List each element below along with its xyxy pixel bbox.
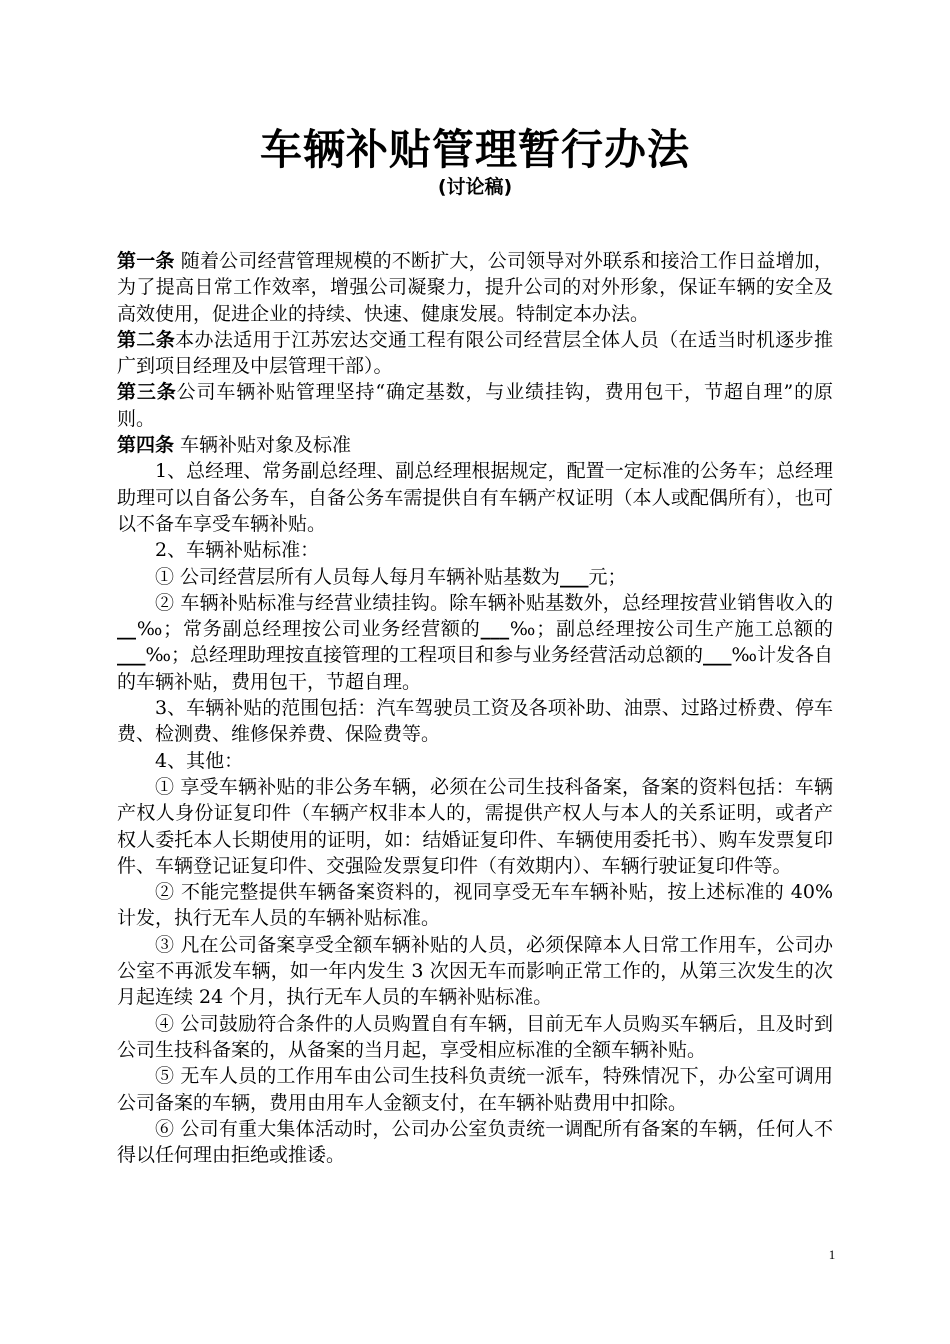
section-2-item-2 <box>117 590 833 695</box>
section-2-item-1-text-b: 元； <box>588 565 627 588</box>
section-2-item-2-text-5: ‰计发各自的车辆补贴，费用包干，节超自理。 <box>117 644 833 693</box>
section-2-item-1-text-a: ① 公司经营层所有人员每人每月车辆补贴基数为 <box>155 565 561 588</box>
document-title: 车辆补贴管理暂行办法 <box>259 125 690 174</box>
section-4-item-6: ⑥ 公司有重大集体活动时，公司办公室负责统一调配所有备案的车辆，任何人不得以任何理由拒绝或推诿。 <box>117 1117 833 1167</box>
article-1-label: 第一条 <box>117 250 175 272</box>
section-4-item-1: ① 享受车辆补贴的非公务车辆，必须在公司生技科备案，备案的资料包括：车辆产权人身份证复印件（车辆产权非本人的，需提供产权人与本人的关系证明，或者产权人委托本人长期使用的证明，如：结婚证复印件、车辆使用委托书）、购车发票复印件、车辆登记证复印件、交强险发票复印件（有效期内）、车辆行驶证复印件等。 <box>117 775 833 877</box>
document-subtitle: (讨论稿) <box>437 176 513 198</box>
document-body <box>117 248 833 1168</box>
fill-blank-vp-rate: ___ <box>117 644 146 667</box>
fill-blank-gm-rate: __ <box>117 618 136 641</box>
fill-blank-executive-vp-rate: ___ <box>480 618 510 641</box>
section-3: 3、车辆补贴的范围包括：汽车驾驶员工资及各项补助、油票、过路过桥费、停车费、检测费、维修保养费、保险费等。 <box>117 697 833 746</box>
section-2-item-2-text-2: ‰；常务副总经理按公司业务经营额的 <box>136 618 481 641</box>
article-1-text: 随着公司经营管理规模的不断扩大，公司领导对外联系和接洽工作日益增加，为了提高日常工作效率，增强公司凝聚力，提升公司的对外形象，保证车辆的安全及高效使用，促进企业的持续、快速、健康发展。特制定本办法。 <box>117 250 833 325</box>
fill-blank-assistant-rate: ___ <box>703 644 732 667</box>
article-3-label: 第三条 <box>117 381 177 404</box>
article-4-label: 第四条 <box>117 434 175 457</box>
article-3-text: 公司车辆补贴管理坚持“确定基数，与业绩挂钩，费用包干，节超自理”的原则。 <box>117 381 833 430</box>
article-4 <box>117 432 833 458</box>
article-4-text: 车辆补贴对象及标准 <box>174 434 352 457</box>
section-4-item-5: ⑤ 无车人员的工作用车由公司生技科负责统一派车，特殊情况下，办公室可调用公司备案的车辆，费用由用车人金额支付，在车辆补贴费用中扣除。 <box>117 1065 833 1114</box>
fill-blank-base-amount: ___ <box>560 565 589 588</box>
section-2-item-1 <box>117 564 833 590</box>
article-3 <box>117 379 833 432</box>
article-2 <box>117 327 833 380</box>
page-number: 1 <box>828 1247 836 1262</box>
article-2-label: 第二条 <box>117 328 176 351</box>
section-4-item-3: ③ 凡在公司备案享受全额车辆补贴的人员，必须保障本人日常工作用车，公司办公室不再派发车辆，如一年内发生 3 次因无车而影响正常工作的，从第三次发生的次月起连续 24 个月，执行无车人员的车辆补贴标准。 <box>117 933 833 1009</box>
section-4: 4、其他： <box>155 749 244 772</box>
section-4-item-4: ④ 公司鼓励符合条件的人员购置自有车辆，目前无车人员购买车辆后，且及时到公司生技科备案的，从备案的当月起，享受相应标准的全额车辆补贴。 <box>117 1012 833 1061</box>
article-2-text: 本办法适用于江苏宏达交通工程有限公司经营层全体人员（在适当时机逐步推广到项目经理及中层管理干部）。 <box>117 328 833 378</box>
section-2: 2、车辆补贴标准： <box>155 539 320 562</box>
section-2-item-2-text-3: ‰；副总经理按公司生产施工总额的 <box>509 618 834 641</box>
article-1 <box>117 248 833 327</box>
section-2-item-2-text-1: ② 车辆补贴标准与经营业绩挂钩。除车辆补贴基数外，总经理按营业销售收入的 <box>155 591 833 614</box>
section-1: 1、总经理、常务副总经理、副总经理根据规定，配置一定标准的公务车；总经理助理可以自备公务车，自备公务车需提供自有车辆产权证明（本人或配偶所有），也可以不备车享受车辆补贴。 <box>117 460 833 535</box>
section-2-item-2-text-4: ‰；总经理助理按直接管理的工程项目和参与业务经营活动总额的 <box>145 644 703 667</box>
section-4-item-2: ② 不能完整提供车辆备案资料的，视同享受无车车辆补贴，按上述标准的 40%计发，执行无车人员的车辆补贴标准。 <box>117 881 833 930</box>
